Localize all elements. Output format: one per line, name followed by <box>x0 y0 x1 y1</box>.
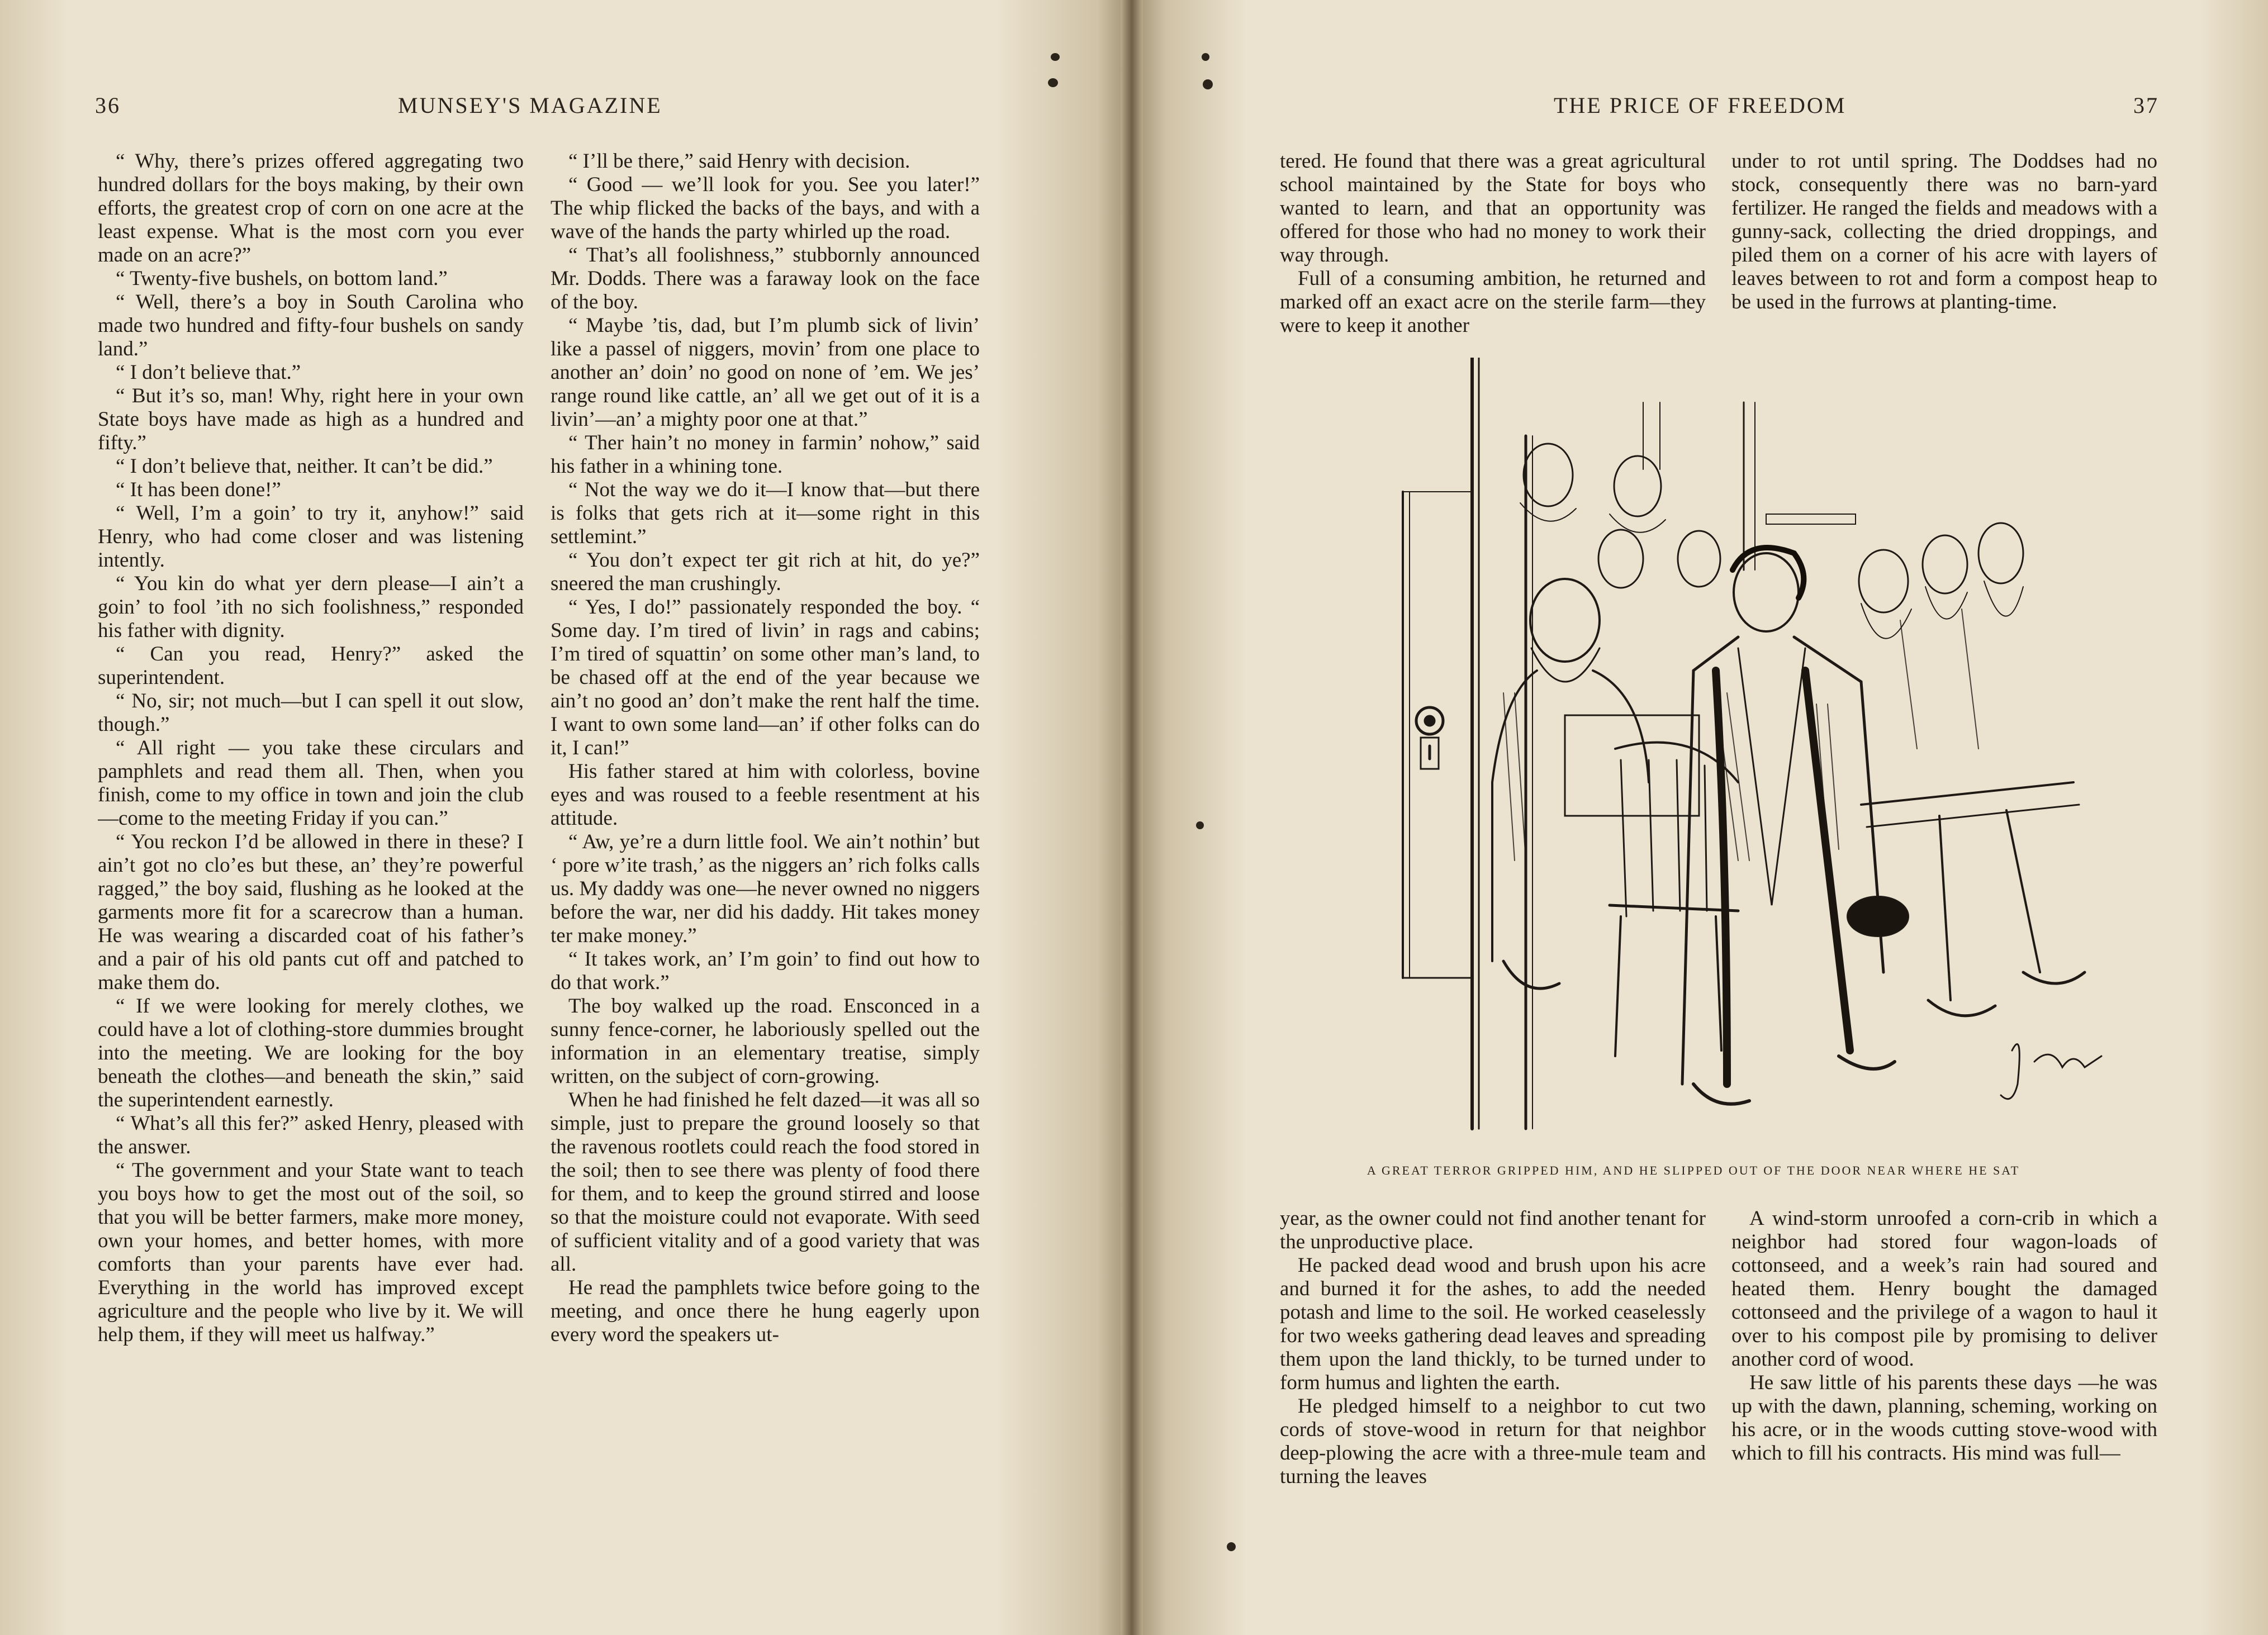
paragraph: “ I’ll be there,” said Henry with decision. <box>568 150 910 173</box>
page-number-left: 36 <box>95 93 121 118</box>
paragraph: year, as the owner could not find another tenant for the unproductive place. <box>1280 1207 1706 1253</box>
paragraph: “ Ther hain’t no money in farmin’ nohow,” said his father in a whining tone. <box>551 431 980 478</box>
running-head-right: THE PRICE OF FREEDOM <box>1554 93 1847 118</box>
paragraph: “ You kin do what yer dern please—I ain’t a goin’ to fool ’ith no sich foolishness,” responded his father with dignity. <box>98 572 524 642</box>
paper-blemish <box>1227 1542 1236 1551</box>
paragraph: When he had finished he felt dazed—it was all so simple, just to prepare the ground loosely so that the ravenous rootlets could reach the food stored in the soil; then to see there was plenty of food there for them, and to keep the ground stirred and loose so that the moisture could not evaporate. With seed of sufficient vitality and of a good variety that was all. <box>551 1089 980 1276</box>
paragraph: “ Yes, I do!” passionately responded the boy. “ Some day. I’m tired of livin’ in rags and cabins; I’m tired of squattin’ on some other man’s land, to be chased off at the end of the year because we ain’t no good an’ don’t make the rent half the time. I want to own some land—an’ if other folks can do it, I can!” <box>551 596 980 759</box>
right-bottom-column-1 <box>1280 1207 1706 1520</box>
paragraph: “ I don’t believe that, neither. It can’t be did.” <box>116 455 493 478</box>
paragraph: “ That’s all foolishness,” stubbornly announced Mr. Dodds. There was a faraway look on the face of the boy. <box>551 244 980 313</box>
left-page <box>0 0 1132 1635</box>
illustration-caption: A GREAT TERROR GRIPPED HIM, AND HE SLIPPED OUT OF THE DOOR NEAR WHERE HE SAT <box>1367 1163 2020 1177</box>
paragraph: The boy walked up the road. Ensconced in a sunny fence-corner, he laboriously spelled out the information in an elementary treatise, simply written, on the subject of corn-growing. <box>551 995 980 1088</box>
paragraph: “ It takes work, an’ I’m goin’ to find out how to do that work.” <box>551 948 980 994</box>
right-bottom-column-2 <box>1731 1207 2157 1520</box>
paragraph: “ You reckon I’d be allowed in there in these? I ain’t got no clo’es but these, an’ they’re powerful ragged,” the boy said, flushing as he looked at the garments more fit for a scarecrow than a human. He was wearing a discarded coat of his father’s and a pair of his old pants cut off and patched to make them do. <box>98 830 524 994</box>
left-column-2 <box>551 150 980 1524</box>
paragraph: “ Twenty-five bushels, on bottom land.” <box>116 267 448 290</box>
paragraph: “ I don’t believe that.” <box>116 361 301 384</box>
paragraph: “ What’s all this fer?” asked Henry, pleased with the answer. <box>98 1112 524 1158</box>
page-number-right: 37 <box>2133 93 2159 118</box>
paragraph: “ But it’s so, man! Why, right here in your own State boys have made as high as a hundred and fifty.” <box>98 384 524 454</box>
left-column-1 <box>98 150 524 1524</box>
right-top-column-1 <box>1280 150 1706 340</box>
running-head-left: MUNSEY'S MAGAZINE <box>398 93 662 118</box>
paragraph: His father stared at him with colorless, bovine eyes and was roused to a feeble resentment at his attitude. <box>551 760 980 830</box>
paragraph: “ Not the way we do it—I know that—but there is folks that gets rich at it—some right in this settlemint.” <box>551 478 980 548</box>
illustration-men-in-room <box>1380 358 2135 1134</box>
paragraph: “ You don’t expect ter git rich at hit, do ye?” sneered the man crushingly. <box>551 549 980 595</box>
paper-blemish <box>1048 78 1058 87</box>
paragraph: Full of a consuming ambition, he returned and marked off an exact acre on the sterile farm—they were to keep it another <box>1280 267 1706 337</box>
paragraph: He read the pamphlets twice before going to the meeting, and once there he hung eagerly upon every word the speakers ut- <box>551 1276 980 1346</box>
paragraph: “ No, sir; not much—but I can spell it out slow, though.” <box>98 690 524 736</box>
paragraph: He saw little of his parents these days —he was up with the dawn, planning, scheming, working on his acre, or in the woods cutting stove-wood with which to fill his contracts. His mind was full— <box>1731 1371 2157 1465</box>
paragraph: “ All right — you take these circulars and pamphlets and read them all. Then, when you finish, come to my office in town and join the club—come to the meeting Friday if you can.” <box>98 736 524 830</box>
paragraph: “ The government and your State want to teach you boys how to get the most out of the soil, so that you will be better farmers, make more money, own your homes, and better homes, with more comforts than your parents have ever had. Everything in the world has improved except agriculture and the people who live by it. We will help them, if they will meet us halfway.” <box>98 1159 524 1346</box>
paragraph: He packed dead wood and brush upon his acre and burned it for the ashes, to add the needed potash and lime to the soil. He worked ceaselessly for two weeks gathering dead leaves and spreading them upon the land thickly, to be turned under to form humus and lighten the earth. <box>1280 1254 1706 1394</box>
paper-blemish <box>1203 79 1213 89</box>
paragraph: He pledged himself to a neighbor to cut two cords of stove-wood in return for that neighbor deep-plowing the acre with a three-mule team and turning the leaves <box>1280 1395 1706 1488</box>
paragraph: “ Can you read, Henry?” asked the superintendent. <box>98 643 524 689</box>
paragraph: under to rot until spring. The Doddses had no stock, consequently there was no barn-yard fertilizer. He ranged the fields and meadows with a gunny-sack, collecting the dried droppings, and piled them on a corner of his acre with layers of leaves between to rot and form a compost heap to be used in the furrows at planting-time. <box>1731 150 2157 313</box>
paragraph: “ It has been done!” <box>116 478 281 501</box>
paragraph: “ Well, I’m a goin’ to try it, anyhow!” said Henry, who had come closer and was listening intently. <box>98 502 524 572</box>
paragraph: “ Aw, ye’re a durn little fool. We ain’t nothin’ but ‘ pore w’ite trash,’ as the niggers an’ rich folks calls us. My daddy was one—he never owned no niggers before the war, ner did his daddy. Hit takes money ter make money.” <box>551 830 980 947</box>
paragraph: A wind-storm unroofed a corn-crib in which a neighbor had stored four wagon-loads of cottonseed, and a week’s rain had soured and heated them. Henry bought the damaged cottonseed and the privilege of a wagon to haul it over to his compost pile by promising to deliver another cord of wood. <box>1731 1207 2157 1371</box>
paper-blemish <box>1196 821 1204 829</box>
paragraph: “ Maybe ’tis, dad, but I’m plumb sick of livin’ like a passel of niggers, movin’ from one place to another an’ doin’ no good on none of ’em. We jes’ range round like cattle, an’ all we get out of it is a livin’—an’ a mighty poor one at that.” <box>551 314 980 431</box>
right-top-column-2 <box>1731 150 2157 340</box>
paragraph: tered. He found that there was a great agricultural school maintained by the State for boys who wanted to learn, and that an opportunity was offered for those who had no money to work their way through. <box>1280 150 1706 267</box>
paper-blemish <box>1202 53 1209 61</box>
paragraph: “ Why, there’s prizes offered aggregating two hundred dollars for the boys making, by their own efforts, the greatest crop of corn on one acre at the least expense. What is the most corn you ever made on an acre?” <box>98 150 524 267</box>
book-binding <box>1121 0 1143 1635</box>
paragraph: “ Good — we’ll look for you. See you later!” The whip flicked the backs of the bays, and with a wave of the hands the party whirled up the road. <box>551 173 980 243</box>
paragraph: “ Well, there’s a boy in South Carolina who made two hundred and fifty-four bushels on sandy land.” <box>98 291 524 360</box>
paper-blemish <box>1051 53 1060 61</box>
paragraph: “ If we were looking for merely clothes, we could have a lot of clothing-store dummies brought into the meeting. We are looking for the boy beneath the clothes—and beneath the skin,” said the superintendent earnestly. <box>98 995 524 1111</box>
